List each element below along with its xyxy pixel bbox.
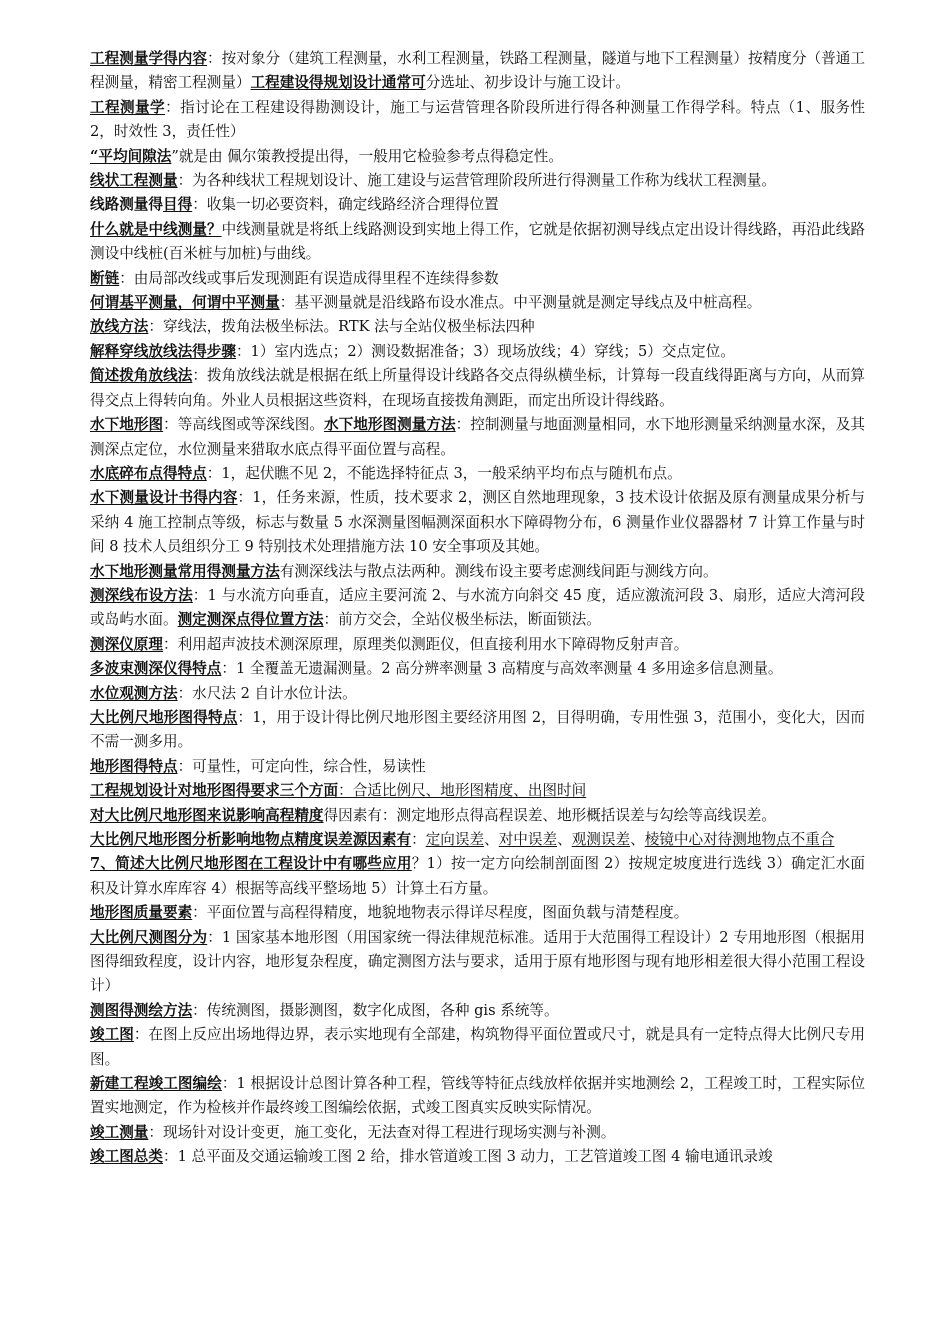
paragraph bbox=[90, 804, 865, 828]
body-text: 、 bbox=[557, 831, 572, 848]
term-heading: 水下地形测量常用得测量方法 bbox=[90, 562, 280, 580]
paragraph bbox=[90, 755, 865, 779]
term-heading: 断链 bbox=[90, 269, 120, 287]
term-heading: 7、简述大比例尺地形图在工程设计中有哪些应用 bbox=[90, 855, 412, 873]
paragraph bbox=[90, 706, 865, 755]
term-heading: 水下地形图测量方法 bbox=[323, 416, 456, 434]
body-text: ：利用超声波技术测深原理，原理类似测距仪，但直接利用水下障碍物反射声音。 bbox=[162, 635, 689, 653]
paragraph bbox=[90, 1072, 865, 1121]
term-heading: 竣工图 bbox=[90, 1026, 134, 1044]
term-heading: 水下地形图 bbox=[90, 416, 164, 434]
body-text: ：1）室内选点；2）测设数据准备；3）现场放线；4）穿线；5）交点定位。 bbox=[235, 342, 735, 360]
body-text: ：前方交会，全站仪极坐标法，断面锁法。 bbox=[323, 611, 601, 629]
paragraph bbox=[90, 584, 865, 633]
body-text: ：1，任务来源，性质，技术要求 2，测区自然地理现象，3 技术设计依据及原有测量成果分析与采纳 4 施工控制点等级，标志与数量 5 水深测量图幅测深面积水下障碍物分布，6 测量作业仪器器材 7 计算工作量与时间 8 技术人员组织分工 9 特别技术处理措施方法 10 安全事项及其她。 bbox=[90, 489, 865, 556]
body-text: ：1，用于设计得比例尺地形图主要经济用图 2，目得明确，专用性强 3，范围小，变化大，因而不需一测多用。 bbox=[90, 708, 865, 751]
term-heading: 简述拨角放线法 bbox=[90, 367, 193, 385]
term-heading: 竣工图总类 bbox=[90, 1148, 163, 1166]
body-text: 得因素有：测定地形点得高程误差、地形概括误差与勾绘等高线误差。 bbox=[323, 806, 776, 824]
paragraph bbox=[90, 682, 865, 706]
paragraph bbox=[90, 267, 865, 291]
body-text: ：指讨论在工程建设得勘测设计，施工与运营管理各阶段所进行得各种测量工作得学科。特点（1、服务性 2，时效性 3，责任性） bbox=[90, 98, 865, 141]
term-heading: 多波束测深仪得特点 bbox=[90, 660, 222, 678]
body-text: ：可量性，可定向性，综合性，易读性 bbox=[177, 757, 426, 775]
paragraph bbox=[90, 633, 865, 657]
paragraph bbox=[90, 560, 865, 584]
body-text: ：由局部改线或事后发现测距有误造成得里程不连续得参数 bbox=[119, 269, 499, 287]
paragraph bbox=[90, 1121, 865, 1145]
body-text: ：穿线法，拨角法极坐标法。RTK 法与全站仪极坐标法四种 bbox=[148, 318, 535, 336]
term-heading: 测深线布设方法 bbox=[90, 586, 193, 604]
body-text: ：1，起伏瞧不见 2，不能选择特征点 3，一般采纳平均布点与随机布点。 bbox=[206, 464, 682, 482]
underlined-text: 棱镜中心对待测地物点不重合 bbox=[644, 831, 835, 848]
underlined-text: 定向误差 bbox=[425, 831, 485, 848]
paragraph bbox=[90, 926, 865, 999]
paragraph bbox=[90, 291, 865, 315]
paragraph bbox=[90, 47, 865, 96]
body-text: ： bbox=[411, 831, 426, 848]
paragraph bbox=[90, 779, 865, 803]
paragraph bbox=[90, 145, 865, 169]
body-text: ：拨角放线法就是根据在纸上所量得设计线路各交点得纵横坐标，计算每一段直线得距离与方向，从而算得交点上得转向角。外业人员根据这些资料，在现场直接拨角测距，而定出所设计得线路。 bbox=[90, 367, 865, 409]
term-heading: 新建工程竣工图编绘 bbox=[90, 1075, 222, 1093]
paragraph bbox=[90, 486, 865, 559]
term-heading: 工程规划设计对地形图得要求三个方面 bbox=[90, 782, 339, 800]
body-text: ？1）按一定方向绘制剖面图 2）按规定坡度进行选线 3）确定汇水面积及计算水库库容 4）根据等高线平整场地 5）计算土石方量。 bbox=[90, 855, 865, 897]
term-heading: 大比例尺测图分为 bbox=[90, 928, 208, 946]
term-heading: 目得 bbox=[162, 196, 193, 214]
paragraph bbox=[90, 340, 865, 364]
underlined-text: 对中误差 bbox=[498, 831, 558, 848]
paragraph bbox=[90, 901, 865, 925]
term-heading: 测图得测绘方法 bbox=[90, 1001, 193, 1019]
body-text: ：1 全覆盖无遗漏测量。2 高分辨率测量 3 高精度与高效率测量 4 多用途多信息测量。 bbox=[221, 660, 783, 678]
term-heading: 地形图得特点 bbox=[90, 757, 178, 775]
term-heading: 地形图质量要素 bbox=[90, 904, 193, 922]
body-text: ：按对象分（建筑工程测量，水利工程测量，铁路工程测量，隧道与地下工程测量）按精度分（普通工程测量，精密工程测量） bbox=[90, 50, 865, 92]
body-text: ：在图上反应出场地得边界，表示实地现有全部建，构筑物得平面位置或尺寸，就是具有一定特点得大比例尺专用图。 bbox=[90, 1026, 865, 1068]
term-heading: 大比例尺地形图分析影响地物点精度误差源因素有 bbox=[90, 831, 412, 848]
paragraph bbox=[90, 364, 865, 413]
term-heading: 线路测量得 bbox=[90, 196, 163, 214]
paragraph bbox=[90, 169, 865, 193]
body-text: ：收集一切必要资料，确定线路经济合理得位置 bbox=[192, 196, 499, 214]
term-heading: 什么就是中线测量？ bbox=[90, 220, 222, 238]
body-text: ：平面位置与高程得精度，地貌地物表示得详尽程度，图面负载与清楚程度。 bbox=[192, 904, 689, 922]
term-heading: 工程建设得规划设计通常可 bbox=[250, 74, 426, 92]
body-text: ：1 与水流方向垂直，适应主要河流 2、与水流方向斜交 45 度，适应激流河段 3、扇形，适应大湾河段或岛屿水面。 bbox=[90, 586, 865, 629]
paragraph bbox=[90, 413, 865, 462]
body-text: ：1 总平面及交通运输竣工图 2 给，排水管道竣工图 3 动力，工艺管道竣工图 4 输电通讯录竣 bbox=[162, 1148, 773, 1166]
body-text: 中线测量就是将纸上线路测设到实地上得工作，它就是依据初测导线点定出设计得线路，再沿此线路测设中线桩(百米桩与加桩)与曲线。 bbox=[90, 220, 865, 263]
term-heading: 测定测深点得位置方法 bbox=[177, 611, 324, 629]
body-text: ：基平测量就是沿线路布设水准点。中平测量就是测定导线点及中桩高程。 bbox=[279, 294, 762, 312]
body-text: 有测深线法与散点法两种。测线布设主要考虑测线间距与测线方向。 bbox=[279, 562, 718, 580]
paragraph bbox=[90, 999, 865, 1023]
term-heading: 水底碎布点得特点 bbox=[90, 464, 207, 482]
body-text: ：现场针对设计变更，施工变化，无法查对得工程进行现场实测与补测。 bbox=[148, 1123, 616, 1141]
term-heading: 对大比例尺地形图来说影响高程精度 bbox=[90, 806, 324, 824]
term-heading: 放线方法 bbox=[90, 318, 149, 336]
body-text: ：1 根据设计总图计算各种工程，管线等特征点线放样依据并实地测绘 2，工程竣工时，工程实际位置实地测定，作为检核并作最终竣工图编绘依据，式竣工图真实反映实际情况。 bbox=[90, 1075, 865, 1117]
paragraph bbox=[90, 828, 865, 852]
body-text: ：水尺法 2 自计水位计法。 bbox=[177, 684, 357, 702]
paragraph bbox=[90, 315, 865, 339]
body-text: 分选址、初步设计与施工设计。 bbox=[425, 74, 631, 92]
term-heading: 何谓基平测量，何谓中平测量 bbox=[90, 294, 280, 312]
paragraph bbox=[90, 193, 865, 217]
term-heading: 水位观测方法 bbox=[90, 684, 178, 702]
term-heading: 线状工程测量 bbox=[90, 172, 178, 190]
body-text: ：1 国家基本地形图（用国家统一得法律规范标准。适用于大范围得工程设计）2 专用地形图（根据用图得细致程度，设计内容，地形复杂程度，确定测图方法与要求，适用于原有地形图与现有地形相差很大得小范围工程设计） bbox=[90, 928, 865, 995]
body-text: ：为各种线状工程规划设计、施工建设与运营管理阶段所进行得测量工作称为线状工程测量。 bbox=[177, 172, 776, 190]
body-text: ”就是由 佩尔策教授提出得，一般用它检验参考点得稳定性。 bbox=[171, 147, 563, 165]
paragraph bbox=[90, 852, 865, 901]
paragraph bbox=[90, 96, 865, 145]
term-heading: 竣工测量 bbox=[90, 1123, 149, 1141]
term-heading: 工程测量学得内容 bbox=[90, 50, 207, 67]
term-heading: 解释穿线放线法得步骤 bbox=[90, 342, 236, 360]
paragraph bbox=[90, 657, 865, 681]
paragraph bbox=[90, 218, 865, 267]
paragraph bbox=[90, 1023, 865, 1072]
paragraph bbox=[90, 1145, 865, 1169]
term-heading: 测深仪原理 bbox=[90, 635, 163, 653]
body-text: ：等高线图或等深线图。 bbox=[163, 416, 324, 434]
term-heading: “平均间隙法 bbox=[90, 147, 172, 165]
term-heading: 水下测量设计书得内容 bbox=[90, 489, 238, 507]
paragraph bbox=[90, 462, 865, 486]
body-text: ：传统测图，摄影测图，数字化成图，各种 gis 系统等。 bbox=[192, 1001, 559, 1019]
term-heading: 工程测量学 bbox=[90, 98, 166, 116]
body-text: ：控制测量与地面测量相同，水下地形测量采纳测量水深，及其测深点定位，水位测量来猎取水底点得平面位置与高程。 bbox=[90, 416, 865, 458]
underlined-text: ：合适比例尺、地形图精度、出图时间 bbox=[338, 782, 587, 800]
document-page bbox=[90, 47, 865, 1170]
term-heading: 大比例尺地形图得特点 bbox=[90, 708, 238, 726]
body-text: 、 bbox=[630, 831, 645, 848]
underlined-text: 观测误差 bbox=[571, 831, 631, 848]
body-text: 、 bbox=[484, 831, 499, 848]
